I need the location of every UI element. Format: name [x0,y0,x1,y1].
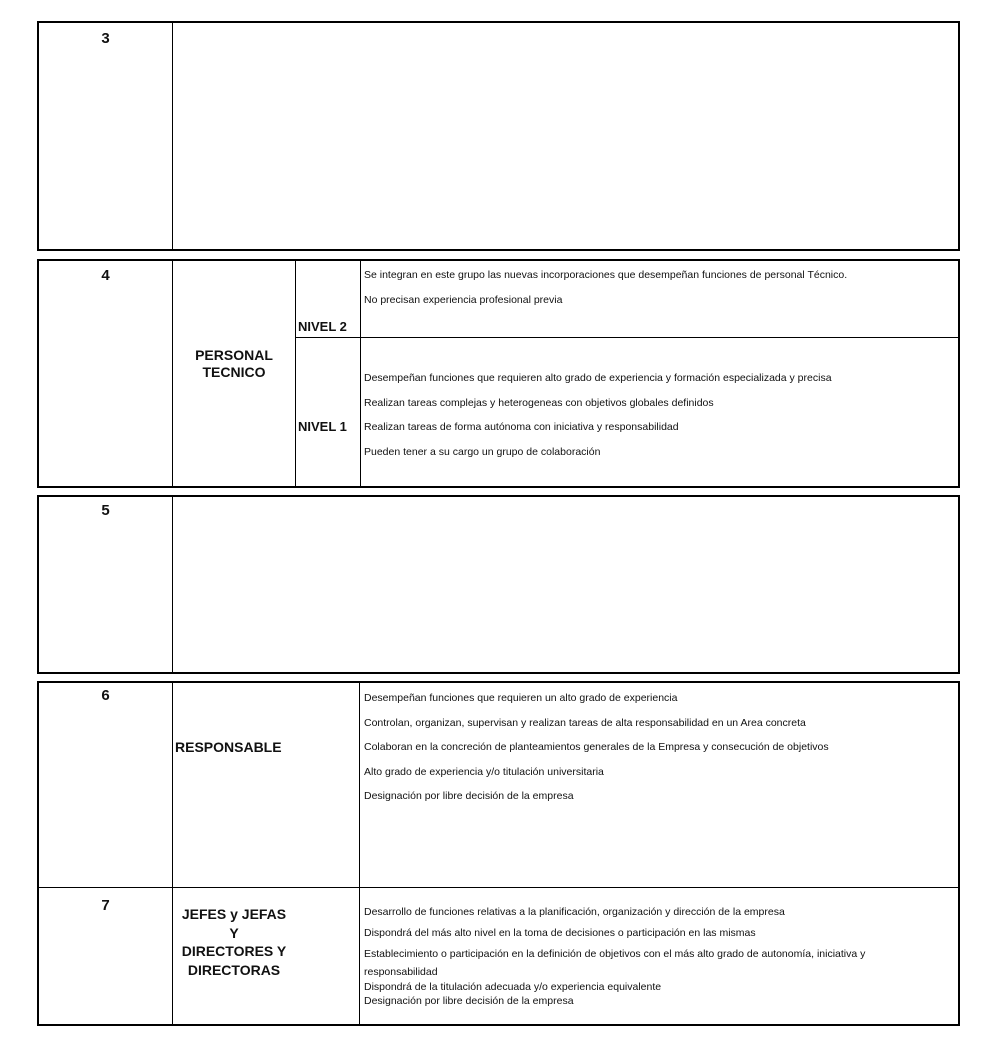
column-divider [359,683,360,1024]
category-line: DIRECTORES Y [181,943,287,959]
group-5-row [37,495,960,674]
category-responsable: RESPONSABLE [175,739,282,755]
group-number-7: 7 [101,897,110,914]
category-personal-tecnico [173,347,295,381]
group-4-row [37,259,960,488]
description-line: Desempeñan funciones que requieren un alto grado de experiencia [364,692,678,704]
description-line: Alto grado de experiencia y/o titulación universitaria [364,765,604,778]
group-6-7-block [37,681,960,1026]
level-1-descriptions [364,366,832,464]
row-divider [39,887,958,888]
description-line: Desarrollo de funciones relativas a la planificación, organización y dirección de la empresa [364,906,785,918]
description-line: Pueden tener a su cargo un grupo de colaboración [364,445,601,458]
level-label-nivel-2: NIVEL 2 [298,319,347,334]
level-label-nivel-1: NIVEL 1 [298,419,347,434]
description-line: Controlan, organizan, supervisan y realizan tareas de alta responsabilidad en un Area concreta [364,716,806,729]
category-line: JEFES y JEFAS [181,906,287,922]
description-line: Colaboran en la concreción de planteamientos generales de la Empresa y consecución de objetivos [364,741,829,753]
description-line: Realizan tareas complejas y heterogeneas con objetivos globales definidos [364,396,714,409]
group-7-descriptions [364,902,865,1009]
column-divider [360,261,361,486]
description-line: responsabilidad [364,966,438,978]
level-2-descriptions [364,263,847,312]
group-3-row [37,21,960,251]
group-number-6: 6 [101,687,110,704]
description-line: Establecimiento o participación en la definición de objetivos con el más alto grado de autonomía, iniciativa y [364,948,866,960]
group-number: 3 [101,30,110,47]
group-number: 5 [101,502,110,519]
description-line: Desempeñan funciones que requieren alto grado de experiencia y formación especializada y precisa [364,372,832,384]
column-divider [172,23,173,249]
category-line: DIRECTORAS [187,961,281,978]
level-divider [295,337,958,338]
category-jefes-directores [173,905,295,979]
category-line: TECNICO [202,364,266,380]
description-line: No precisan experiencia profesional previa [364,293,563,306]
group-6-descriptions [364,686,829,809]
column-divider [172,497,173,672]
description-line: Se integran en este grupo las nuevas incorporaciones que desempeñan funciones de personal Técnico. [364,269,848,281]
description-line: Designación por libre decisión de la empresa [364,790,574,802]
description-line: Realizan tareas de forma autónoma con iniciativa y responsabilidad [364,421,679,433]
category-line: Y [229,924,239,941]
column-divider [295,261,296,486]
description-line: Dispondrá del más alto nivel en la toma de decisiones o participación en las mismas [364,927,756,939]
description-line: Dispondrá de la titulación adecuada y/o experiencia equivalente [364,980,662,993]
group-number: 4 [101,267,110,284]
category-line: PERSONAL [195,347,273,363]
description-line: Designación por libre decisión de la empresa [364,995,574,1007]
